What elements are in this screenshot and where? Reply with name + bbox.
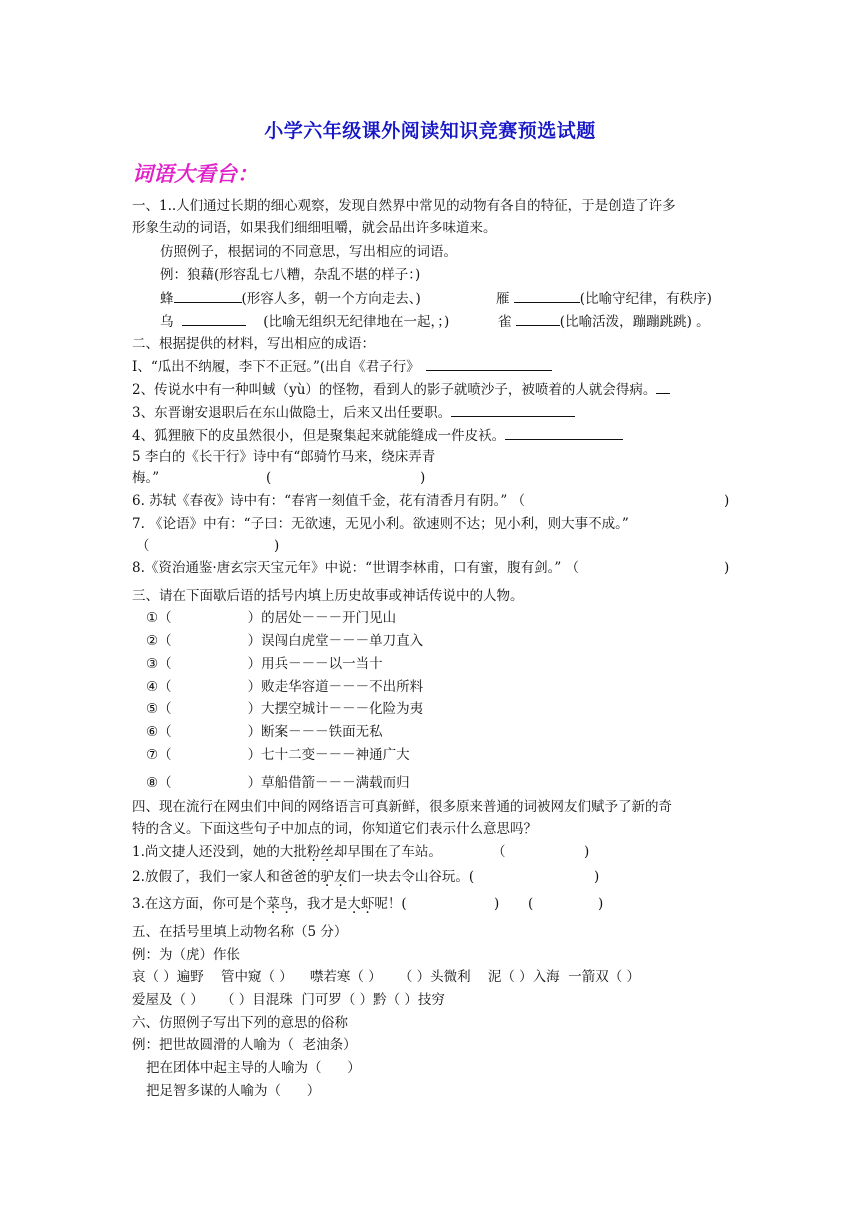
q2-item-1: [132, 356, 552, 377]
list-item: [146, 608, 396, 628]
dotted-char: 粉: [306, 844, 321, 860]
q4-s3-open-2: (: [528, 896, 534, 912]
item-text: ）草船借箭－－－满载而归: [247, 775, 410, 791]
sparrow-blank[interactable]: [516, 311, 560, 326]
item-text: ）的居处－－－开门见山: [247, 610, 397, 626]
goose-char: 雁: [496, 291, 510, 307]
q2-item-2-text: 2、传说水中有一种叫蜮（yù）的怪物，看到人的影子就喷沙子，被喷着的人就会得病。: [132, 382, 657, 398]
q2-item-5b: 梅。”: [132, 470, 160, 486]
q2-item-5a: 5 李白的《长干行》诗中有“郎骑竹马来，绕床弄青: [132, 449, 436, 465]
q2-item-6: 6. 苏轼《春夜》诗中有：“春宵一刻值千金，花有清香月有阴。” （: [132, 493, 526, 509]
q6-heading: 六、仿照例子写出下列的意思的俗称: [132, 1015, 348, 1031]
bee-char: 蜂: [160, 291, 174, 307]
q1-bee-row: [160, 288, 421, 309]
q4-s3-close-1: ): [494, 896, 500, 912]
item-text: ）大摆空城计－－－化险为夷: [247, 701, 424, 717]
section-heading: 词语大看台：: [132, 161, 258, 186]
item-text: ）断案－－－铁面无私: [247, 724, 383, 740]
q2-item-3-text: 3、东晋谢安退职后在东山做隐士，后来又出任要职。: [132, 405, 452, 421]
q2-item-7-close: ): [274, 538, 280, 554]
q1-line2: 形象生动的词语，如果我们细细咀嚼，就会品出许多味道来。: [132, 220, 497, 236]
list-item: [146, 745, 410, 765]
q1-example: 例：狼藉(形容乱七八糟，杂乱不堪的样子：): [160, 267, 421, 283]
crow-char: 乌: [160, 314, 174, 330]
q2-item-1-text: I、“瓜出不纳履，李下不正冠。”(出自《君子行》: [132, 359, 420, 375]
sparrow-char: 雀: [498, 314, 512, 330]
q1-instruction: 仿照例子，根据词的不同意思，写出相应的词语。: [160, 244, 457, 260]
goose-blank[interactable]: [514, 288, 580, 303]
bee-blank[interactable]: [174, 288, 242, 303]
sentence-text: 却早围在了车站。: [333, 844, 442, 860]
q4-s1-open: （: [492, 844, 506, 860]
q5-row-2: 爱屋及（ ） （ ）目混珠 门可罗（ ）黔（ ）技穷: [132, 992, 445, 1008]
item-number: ⑦（: [146, 747, 172, 763]
q2-item-5-close: ): [420, 470, 426, 486]
dotted-char: 大: [347, 896, 361, 912]
item-number: ④（: [146, 679, 172, 695]
dotted-char: 丝: [320, 844, 334, 860]
crow-hint: (比喻无组织无纪律地在一起，；): [263, 314, 450, 330]
list-item: [146, 631, 423, 651]
q2-item-8-close: ): [724, 560, 730, 576]
bee-hint: (形容人多，朝一个方向走去、): [241, 291, 421, 307]
sparrow-hint: (比喻活泼，蹦蹦跳跳) 。: [559, 314, 710, 330]
item-number: ③（: [146, 656, 172, 672]
q5-row-1: 哀（ ）遍野 管中窥（ ） 噤若寒（ ） （ ）头微利 泥（ ）入海 一箭双（ ）: [132, 969, 640, 985]
q6-example: 例：把世故圆滑的人喻为（ 老油条）: [132, 1037, 357, 1053]
q4-s1-close: ): [584, 844, 590, 860]
q4-s3-close-2: ): [598, 896, 604, 912]
q4-line1: 四、现在流行在网虫们中间的网络语言可真新鲜，很多原来普通的词被网友们赋予了新的奇: [132, 799, 672, 815]
dotted-char: 菜: [266, 896, 280, 912]
item-text: ）用兵－－－以一当十: [247, 656, 383, 672]
q2-item-1-blank[interactable]: [426, 356, 552, 371]
q2-heading: 二、根据提供的材料，写出相应的成语：: [132, 336, 375, 352]
page-title: 小学六年级课外阅读知识竞赛预选试题: [264, 120, 596, 142]
sentence-text: ，我才是: [293, 896, 348, 912]
q5-heading: 五、在括号里填上动物名称（5 分）: [132, 924, 348, 940]
q2-item-4-blank[interactable]: [505, 425, 623, 440]
q1-crow-row: [160, 311, 449, 332]
item-number: ②（: [146, 633, 172, 649]
q4-sentence-1: [132, 842, 442, 862]
q2-item-2: [132, 379, 670, 400]
item-number: ⑥（: [146, 724, 172, 740]
q1-line1: 一、1..人们通过长期的细心观察，发现自然界中常见的动物有各自的特征，于是创造了许多: [132, 198, 676, 214]
q1-goose-row: [496, 288, 712, 309]
list-item: [146, 677, 423, 697]
dotted-char: 虾: [360, 896, 375, 912]
q6-line-1: 把在团体中起主导的人喻为（ ）: [146, 1060, 361, 1076]
dotted-char: 驴: [320, 869, 334, 885]
list-item: [146, 722, 383, 742]
item-number: ⑤（: [146, 701, 172, 717]
q4-sentence-3: [132, 894, 407, 914]
q2-item-5-open: (: [266, 470, 272, 486]
sentence-text: 呢！(: [374, 896, 407, 912]
item-number: ⑧（: [146, 775, 172, 791]
q3-heading: 三、请在下面歇后语的括号内填上历史故事或神话传说中的人物。: [132, 588, 524, 604]
item-text: ）误闯白虎堂－－－单刀直入: [247, 633, 424, 649]
sentence-text: 1.尚文捷人还没到，她的大批: [132, 844, 307, 860]
q4-line2: 特的含义。下面这些句子中加点的词，你知道它们表示什么意思吗？: [132, 821, 537, 837]
q6-line-2: 把足智多谋的人喻为（ ）: [146, 1083, 321, 1099]
q2-item-3-blank[interactable]: [451, 402, 575, 417]
q2-item-7-open: （: [136, 538, 150, 554]
list-item: [146, 699, 423, 719]
goose-hint: (比喻守纪律，有秩序): [579, 291, 712, 307]
dotted-char: 友: [333, 869, 348, 885]
q4-s2-close: ): [594, 869, 600, 885]
q2-item-3: [132, 402, 575, 423]
q2-item-7: 7. 《论语》中有：“子曰：无欲速，无见小利。欲速则不达；见小利，则大事不成。”: [132, 516, 629, 532]
q2-item-6-close: ): [724, 493, 730, 509]
q4-sentence-2: [132, 867, 474, 887]
q1-sparrow-row: [498, 311, 710, 332]
item-number: ①（: [146, 610, 172, 626]
sentence-text: 2.放假了，我们一家人和爸爸的: [132, 869, 321, 885]
item-text: ）败走华容道－－－不出所料: [247, 679, 424, 695]
list-item: [146, 654, 383, 674]
q2-item-4: [132, 425, 623, 446]
sentence-text: 们一块去令山谷玩。(: [347, 869, 475, 885]
list-item: [146, 773, 410, 793]
item-text: ）七十二变－－－神通广大: [247, 747, 410, 763]
dotted-char: 鸟: [279, 896, 294, 912]
sentence-text: 3.在这方面，你可是个: [132, 896, 267, 912]
crow-blank[interactable]: [182, 311, 246, 326]
q2-item-2-blank[interactable]: [656, 379, 670, 394]
q2-item-8: 8.《资治通鉴·唐玄宗天宝元年》中说：“世谓李林甫，口有蜜，腹有剑。” （: [132, 560, 580, 576]
q5-example: 例：为（虎）作伥: [132, 947, 240, 963]
q2-item-4-text: 4、狐狸腋下的皮虽然很小，但是聚集起来就能缝成一件皮袄。: [132, 428, 506, 444]
